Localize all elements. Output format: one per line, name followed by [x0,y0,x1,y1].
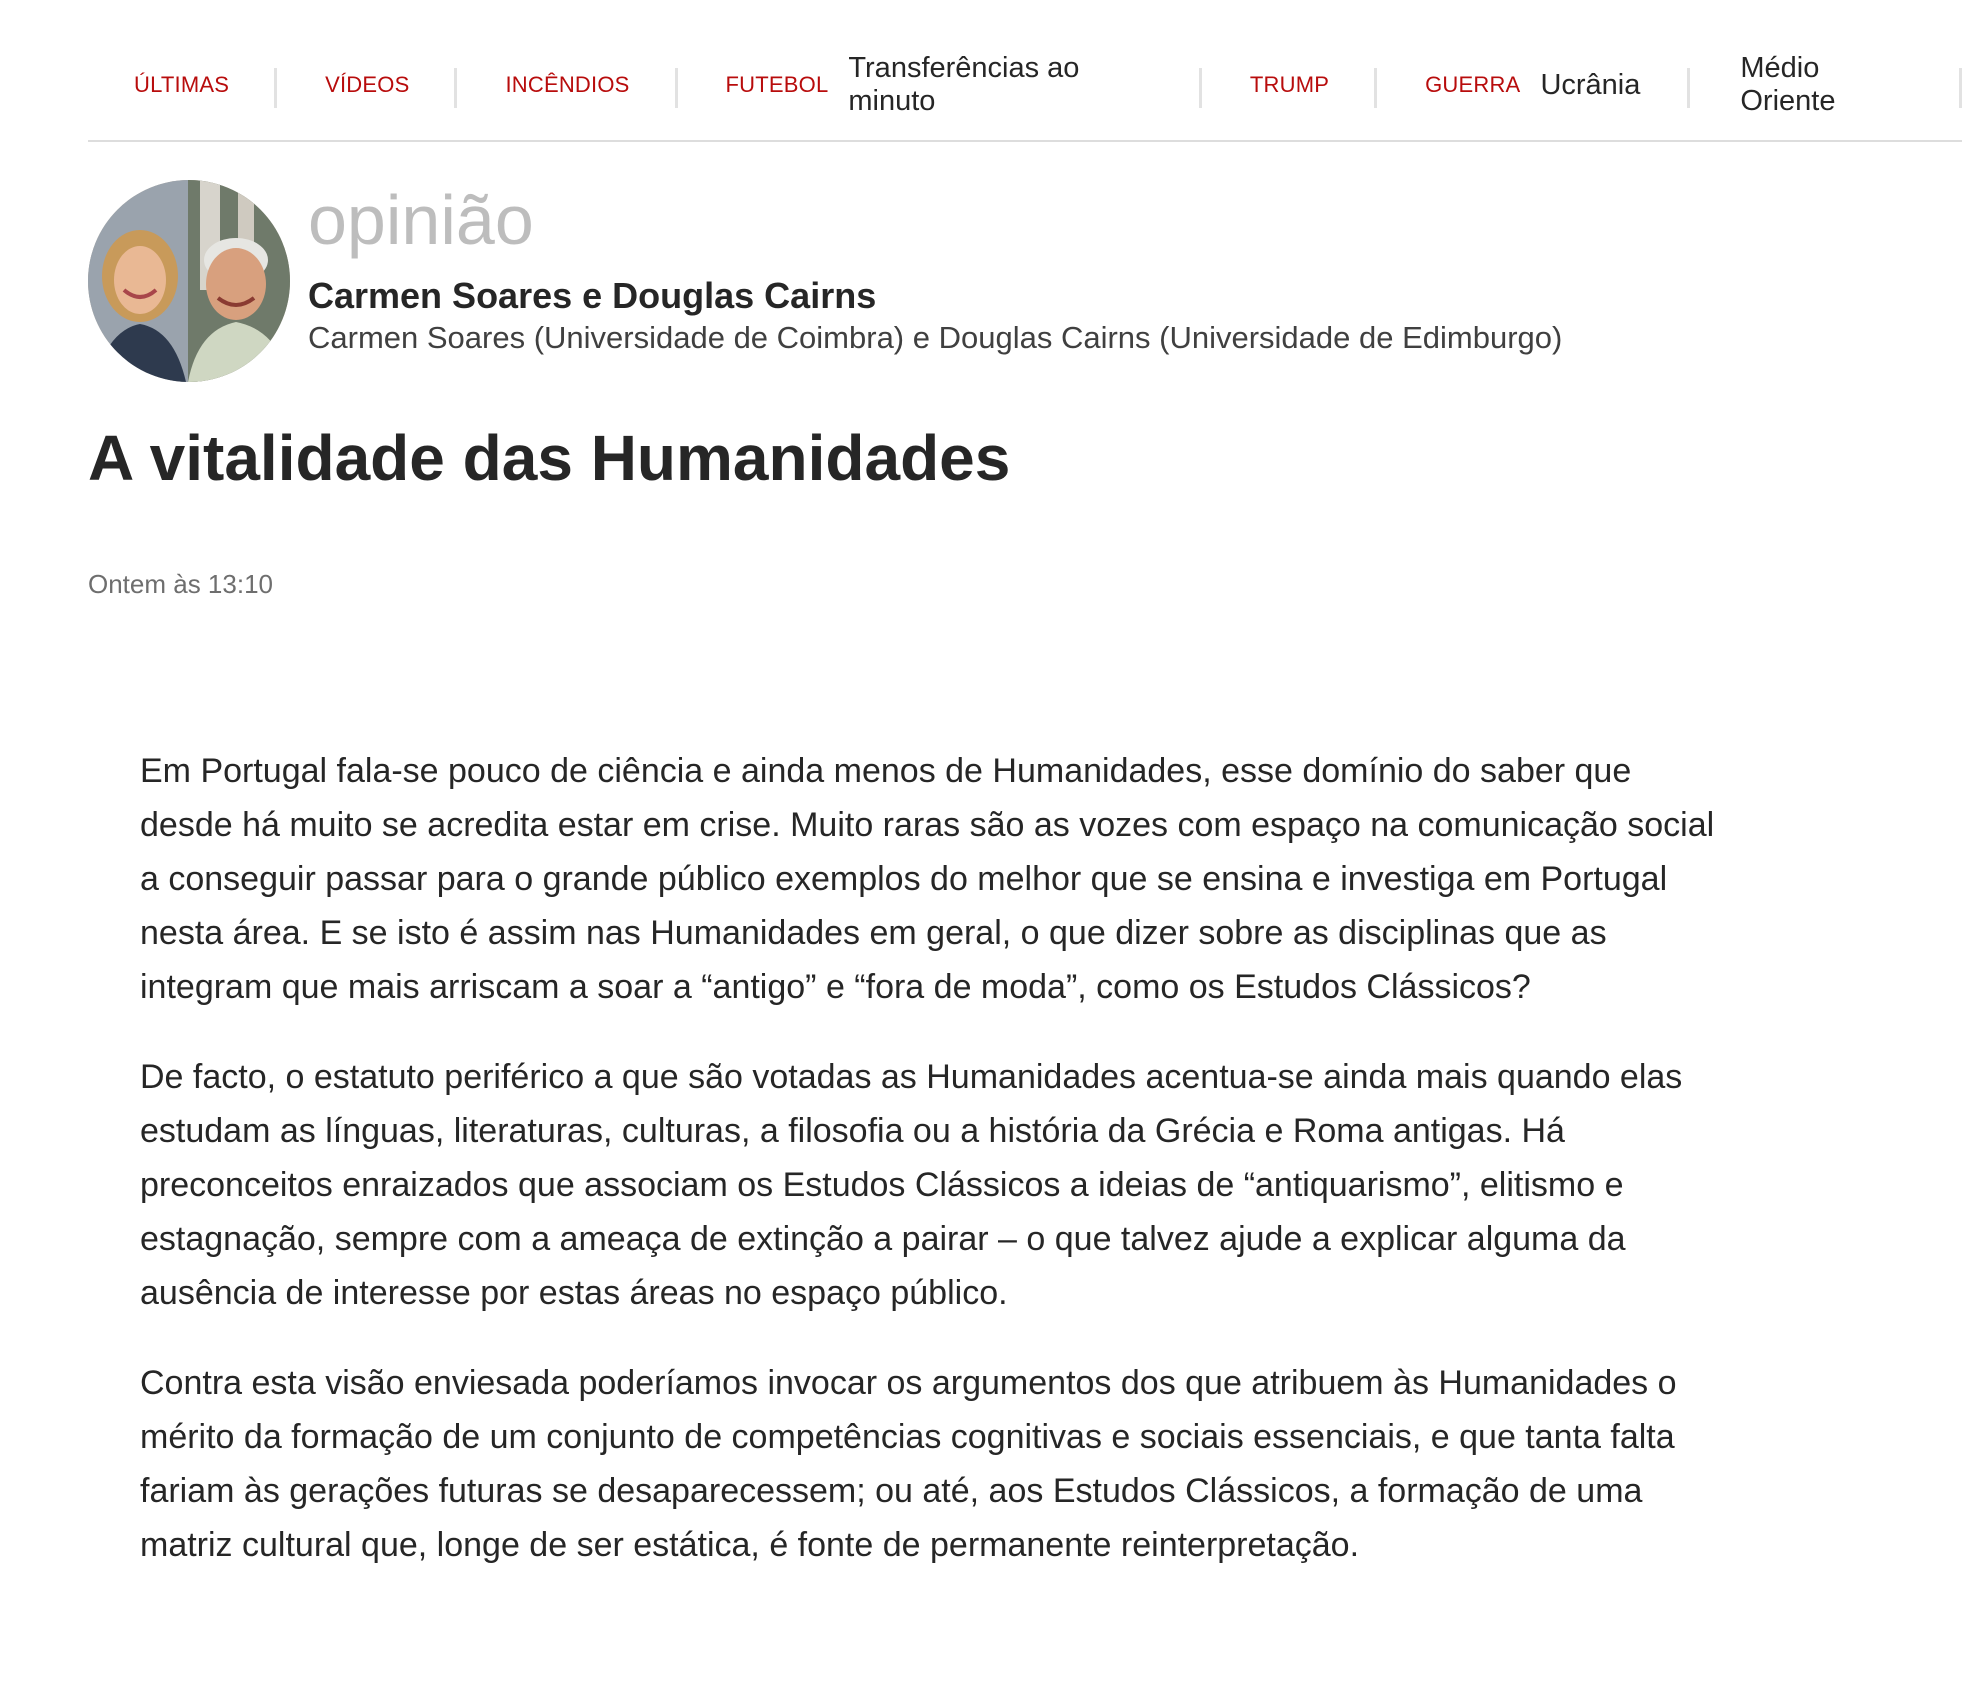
article-paragraph: Contra esta visão enviesada poderíamos invocar os argumentos dos que atribuem às Humanidades o mérito da formação de um conjunto de competências cognitivas e sociais essenciais, e que tanta falta fariam às gerações futuras se desaparecessem; ou até, aos Estudos Clássicos, a formação de uma matriz cultural que, longe de ser estática, é fonte de permanente reinterpretação. [140,1364,1677,1564]
author-affiliation: Carmen Soares (Universidade de Coimbra) e Douglas Cairns (Universidade de Edimburgo) [308,320,1563,355]
article-title: A vitalidade das Humanidades [88,422,1011,494]
nav-item-videos[interactable] [277,62,457,108]
article-paragraph: Em Portugal fala-se pouco de ciência e ainda menos de Humanidades, esse domínio do saber que desde há muito se acredita estar em crise. Muito raras são as vozes com espaço na comunicação social a conseguir passar para o grande público exemplos do melhor que se ensina e investiga em Portugal nesta área. E se isto é assim nas Humanidades em geral, o que dizer sobre as disciplinas que as integram que mais arriscam a soar a “antigo” e “fora de moda”, como os Estudos Clássicos? [140,752,1715,1006]
authors-photo-illustration [88,180,290,382]
nav-item-ultimas[interactable] [88,62,277,108]
nav-item-medio-oriente [1690,52,1962,117]
nav-item-incendios[interactable] [457,62,677,108]
nav-item-guerra [1377,62,1690,108]
authors-photo-icon [88,180,290,382]
nav-category-label: INCÊNDIOS [505,72,630,97]
nav-category-link-guerra[interactable]: GUERRA [1425,72,1521,97]
nav-item-trump[interactable] [1202,62,1377,108]
nav-sub-link-medio-oriente[interactable]: Médio Oriente [1740,52,1836,117]
author-block [88,180,1788,380]
author-names-link[interactable]: Carmen Soares e Douglas Cairns [308,275,877,316]
nav-category-link-futebol[interactable]: FUTEBOL [725,72,829,97]
nav-category-label: TRUMP [1249,72,1330,97]
section-label: opinião [308,181,534,259]
article-body [140,744,1720,1608]
nav-category-label: VÍDEOS [325,72,410,97]
publish-timestamp: Ontem às 13:10 [88,569,273,599]
nav-sub-link-transferencias[interactable]: Transferências ao minuto [848,52,1080,117]
article-paragraph: De facto, o estatuto periférico a que são votadas as Humanidades acentua-se ainda mais quando elas estudam as línguas, literaturas, culturas, a filosofia ou a história da Grécia e Roma antigas. Há preconceitos enraizados que associam os Estudos Clássicos a ideias de “antiquarismo”, elitismo e estagnação, sempre com a ameaça de extinção a pairar – o que talvez ajude a explicar alguma da ausência de interesse por estas áreas no espaço público. [140,1058,1683,1312]
top-navigation [88,52,1962,142]
nav-sub-link-ucrania[interactable]: Ucrânia [1540,68,1641,101]
nav-item-futebol [678,52,1202,117]
nav-category-label: ÚLTIMAS [134,72,230,97]
